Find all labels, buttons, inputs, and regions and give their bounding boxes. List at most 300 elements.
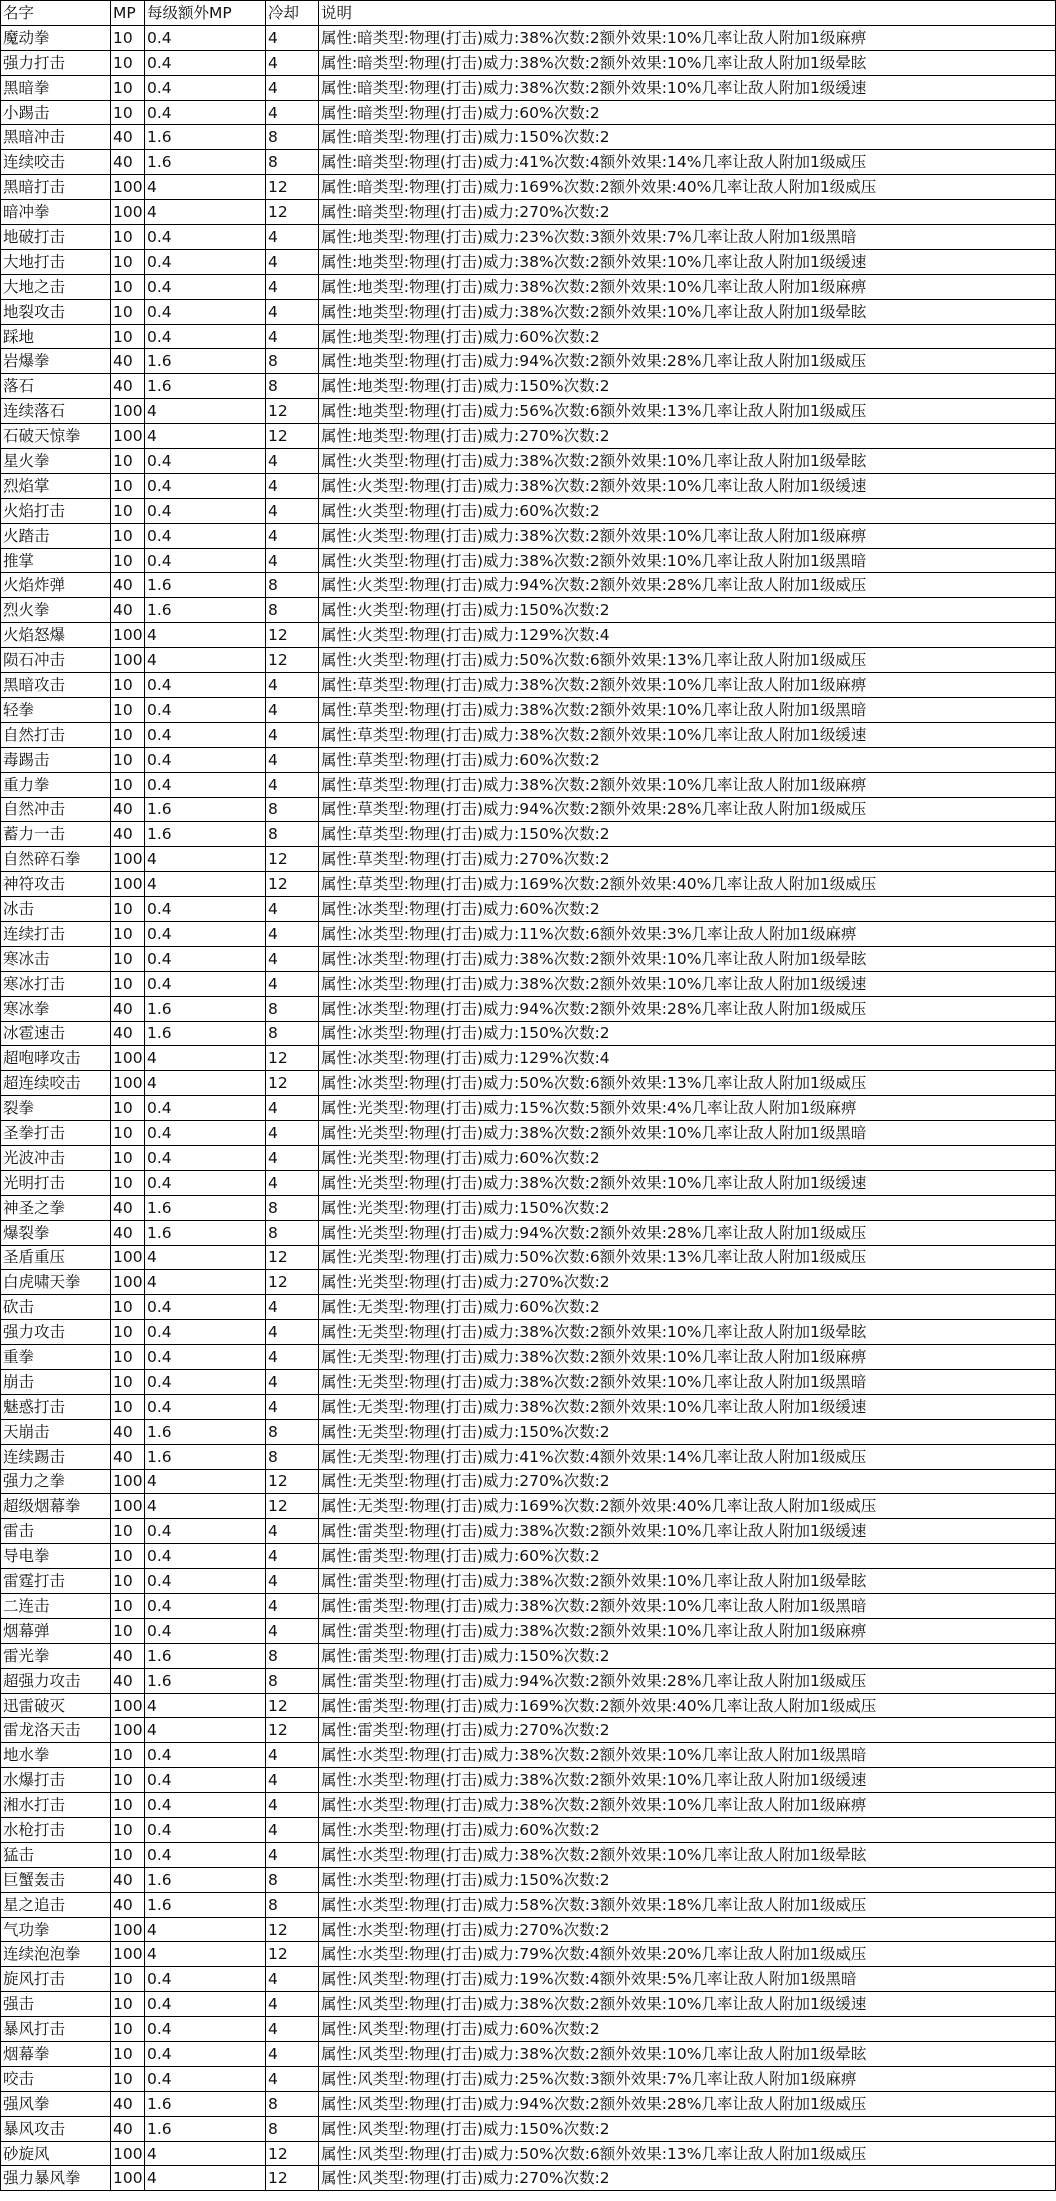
cell-mp: 40 bbox=[111, 1195, 145, 1220]
cell-description: 属性:风类型:物理(打击)威力:25%次数:3额外效果:7%几率让敌人附加1级麻痹 bbox=[319, 2066, 1056, 2091]
cell-mp: 40 bbox=[111, 374, 145, 399]
table-row bbox=[1, 200, 1056, 225]
table-row bbox=[1, 1544, 1056, 1569]
cell-cooldown: 4 bbox=[266, 921, 319, 946]
cell-name: 烟幕拳 bbox=[1, 2042, 111, 2067]
cell-mp: 100 bbox=[111, 1494, 145, 1519]
cell-description: 属性:光类型:物理(打击)威力:270%次数:2 bbox=[319, 1270, 1056, 1295]
cell-cooldown: 4 bbox=[266, 1992, 319, 2017]
cell-cooldown: 4 bbox=[266, 523, 319, 548]
cell-extra-mp: 0.4 bbox=[145, 1544, 266, 1569]
cell-mp: 10 bbox=[111, 747, 145, 772]
cell-description: 属性:水类型:物理(打击)威力:38%次数:2额外效果:10%几率让敌人附加1级晕眩 bbox=[319, 1842, 1056, 1867]
header-extra-mp: 每级额外MP bbox=[145, 1, 266, 26]
cell-description: 属性:水类型:物理(打击)威力:38%次数:2额外效果:10%几率让敌人附加1级麻痹 bbox=[319, 1793, 1056, 1818]
cell-description: 属性:火类型:物理(打击)威力:60%次数:2 bbox=[319, 498, 1056, 523]
cell-cooldown: 4 bbox=[266, 473, 319, 498]
cell-description: 属性:光类型:物理(打击)威力:38%次数:2额外效果:10%几率让敌人附加1级缓速 bbox=[319, 1170, 1056, 1195]
cell-cooldown: 8 bbox=[266, 1419, 319, 1444]
cell-cooldown: 12 bbox=[266, 2166, 319, 2191]
table-row bbox=[1, 921, 1056, 946]
cell-extra-mp: 0.4 bbox=[145, 1594, 266, 1619]
cell-extra-mp: 0.4 bbox=[145, 1618, 266, 1643]
cell-description: 属性:地类型:物理(打击)威力:38%次数:2额外效果:10%几率让敌人附加1级麻痹 bbox=[319, 274, 1056, 299]
cell-cooldown: 12 bbox=[266, 1245, 319, 1270]
cell-mp: 100 bbox=[111, 1718, 145, 1743]
table-row bbox=[1, 548, 1056, 573]
cell-mp: 100 bbox=[111, 200, 145, 225]
cell-cooldown: 8 bbox=[266, 1643, 319, 1668]
cell-name: 雷光拳 bbox=[1, 1643, 111, 1668]
table-row bbox=[1, 1021, 1056, 1046]
cell-name: 白虎啸天拳 bbox=[1, 1270, 111, 1295]
cell-name: 岩爆拳 bbox=[1, 349, 111, 374]
cell-description: 属性:地类型:物理(打击)威力:150%次数:2 bbox=[319, 374, 1056, 399]
cell-extra-mp: 1.6 bbox=[145, 1021, 266, 1046]
cell-extra-mp: 0.4 bbox=[145, 2066, 266, 2091]
cell-mp: 100 bbox=[111, 1693, 145, 1718]
cell-mp: 40 bbox=[111, 349, 145, 374]
cell-description: 属性:风类型:物理(打击)威力:150%次数:2 bbox=[319, 2116, 1056, 2141]
table-row bbox=[1, 424, 1056, 449]
cell-name: 砍击 bbox=[1, 1295, 111, 1320]
cell-cooldown: 8 bbox=[266, 797, 319, 822]
cell-extra-mp: 0.4 bbox=[145, 449, 266, 474]
cell-cooldown: 12 bbox=[266, 1494, 319, 1519]
cell-name: 蓄力一击 bbox=[1, 822, 111, 847]
cell-mp: 10 bbox=[111, 25, 145, 50]
cell-cooldown: 8 bbox=[266, 125, 319, 150]
cell-description: 属性:暗类型:物理(打击)威力:41%次数:4额外效果:14%几率让敌人附加1级威压 bbox=[319, 150, 1056, 175]
cell-name: 冰击 bbox=[1, 897, 111, 922]
table-row bbox=[1, 150, 1056, 175]
cell-description: 属性:草类型:物理(打击)威力:38%次数:2额外效果:10%几率让敌人附加1级黑暗 bbox=[319, 697, 1056, 722]
table-row bbox=[1, 274, 1056, 299]
cell-mp: 10 bbox=[111, 2066, 145, 2091]
cell-name: 寒冰击 bbox=[1, 946, 111, 971]
cell-mp: 40 bbox=[111, 573, 145, 598]
cell-extra-mp: 1.6 bbox=[145, 1220, 266, 1245]
table-row bbox=[1, 573, 1056, 598]
cell-name: 强力之拳 bbox=[1, 1469, 111, 1494]
cell-extra-mp: 0.4 bbox=[145, 1121, 266, 1146]
cell-cooldown: 4 bbox=[266, 498, 319, 523]
cell-cooldown: 12 bbox=[266, 200, 319, 225]
cell-mp: 100 bbox=[111, 424, 145, 449]
cell-mp: 100 bbox=[111, 1942, 145, 1967]
cell-extra-mp: 0.4 bbox=[145, 1096, 266, 1121]
cell-description: 属性:无类型:物理(打击)威力:38%次数:2额外效果:10%几率让敌人附加1级黑暗 bbox=[319, 1369, 1056, 1394]
cell-description: 属性:风类型:物理(打击)威力:60%次数:2 bbox=[319, 2017, 1056, 2042]
cell-cooldown: 12 bbox=[266, 1718, 319, 1743]
cell-name: 连续打击 bbox=[1, 921, 111, 946]
cell-extra-mp: 0.4 bbox=[145, 1967, 266, 1992]
table-row bbox=[1, 1220, 1056, 1245]
cell-cooldown: 8 bbox=[266, 822, 319, 847]
cell-name: 火焰打击 bbox=[1, 498, 111, 523]
table-row bbox=[1, 1768, 1056, 1793]
cell-mp: 100 bbox=[111, 872, 145, 897]
cell-mp: 40 bbox=[111, 1220, 145, 1245]
cell-extra-mp: 0.4 bbox=[145, 1394, 266, 1419]
table-row bbox=[1, 498, 1056, 523]
cell-mp: 10 bbox=[111, 1992, 145, 2017]
cell-cooldown: 4 bbox=[266, 2066, 319, 2091]
table-row bbox=[1, 1867, 1056, 1892]
cell-cooldown: 4 bbox=[266, 1544, 319, 1569]
table-row bbox=[1, 2017, 1056, 2042]
table-row bbox=[1, 473, 1056, 498]
cell-description: 属性:水类型:物理(打击)威力:270%次数:2 bbox=[319, 1917, 1056, 1942]
cell-name: 雷击 bbox=[1, 1519, 111, 1544]
cell-description: 属性:暗类型:物理(打击)威力:38%次数:2额外效果:10%几率让敌人附加1级缓速 bbox=[319, 75, 1056, 100]
cell-mp: 100 bbox=[111, 623, 145, 648]
cell-name: 暴风打击 bbox=[1, 2017, 111, 2042]
cell-cooldown: 8 bbox=[266, 598, 319, 623]
cell-extra-mp: 4 bbox=[145, 648, 266, 673]
cell-cooldown: 8 bbox=[266, 1021, 319, 1046]
cell-cooldown: 12 bbox=[266, 1071, 319, 1096]
cell-extra-mp: 0.4 bbox=[145, 473, 266, 498]
cell-extra-mp: 0.4 bbox=[145, 772, 266, 797]
cell-mp: 40 bbox=[111, 150, 145, 175]
cell-name: 迅雷破灭 bbox=[1, 1693, 111, 1718]
cell-mp: 10 bbox=[111, 673, 145, 698]
cell-extra-mp: 1.6 bbox=[145, 822, 266, 847]
cell-description: 属性:地类型:物理(打击)威力:94%次数:2额外效果:28%几率让敌人附加1级威压 bbox=[319, 349, 1056, 374]
cell-extra-mp: 0.4 bbox=[145, 897, 266, 922]
cell-extra-mp: 4 bbox=[145, 1245, 266, 1270]
cell-mp: 100 bbox=[111, 175, 145, 200]
cell-description: 属性:风类型:物理(打击)威力:94%次数:2额外效果:28%几率让敌人附加1级威压 bbox=[319, 2091, 1056, 2116]
cell-name: 崩击 bbox=[1, 1369, 111, 1394]
cell-description: 属性:草类型:物理(打击)威力:60%次数:2 bbox=[319, 747, 1056, 772]
cell-description: 属性:火类型:物理(打击)威力:50%次数:6额外效果:13%几率让敌人附加1级威压 bbox=[319, 648, 1056, 673]
table-row bbox=[1, 1917, 1056, 1942]
cell-cooldown: 4 bbox=[266, 2042, 319, 2067]
cell-extra-mp: 0.4 bbox=[145, 921, 266, 946]
cell-cooldown: 4 bbox=[266, 1618, 319, 1643]
cell-cooldown: 4 bbox=[266, 249, 319, 274]
table-row bbox=[1, 1145, 1056, 1170]
cell-name: 地水拳 bbox=[1, 1743, 111, 1768]
cell-mp: 10 bbox=[111, 921, 145, 946]
table-row bbox=[1, 1071, 1056, 1096]
cell-extra-mp: 0.4 bbox=[145, 1369, 266, 1394]
cell-mp: 10 bbox=[111, 2042, 145, 2067]
cell-mp: 10 bbox=[111, 1768, 145, 1793]
cell-name: 黑暗冲击 bbox=[1, 125, 111, 150]
cell-mp: 10 bbox=[111, 1818, 145, 1843]
cell-name: 冰雹速击 bbox=[1, 1021, 111, 1046]
table-row bbox=[1, 1295, 1056, 1320]
cell-cooldown: 12 bbox=[266, 1693, 319, 1718]
cell-description: 属性:冰类型:物理(打击)威力:150%次数:2 bbox=[319, 1021, 1056, 1046]
cell-extra-mp: 0.4 bbox=[145, 100, 266, 125]
cell-description: 属性:雷类型:物理(打击)威力:150%次数:2 bbox=[319, 1643, 1056, 1668]
cell-name: 寒冰打击 bbox=[1, 971, 111, 996]
cell-extra-mp: 0.4 bbox=[145, 1145, 266, 1170]
cell-mp: 40 bbox=[111, 797, 145, 822]
table-row bbox=[1, 1718, 1056, 1743]
cell-description: 属性:地类型:物理(打击)威力:56%次数:6额外效果:13%几率让敌人附加1级威压 bbox=[319, 399, 1056, 424]
cell-extra-mp: 1.6 bbox=[145, 1668, 266, 1693]
cell-extra-mp: 1.6 bbox=[145, 598, 266, 623]
cell-mp: 10 bbox=[111, 324, 145, 349]
cell-name: 大地之击 bbox=[1, 274, 111, 299]
cell-description: 属性:雷类型:物理(打击)威力:270%次数:2 bbox=[319, 1718, 1056, 1743]
cell-extra-mp: 4 bbox=[145, 1270, 266, 1295]
table-row bbox=[1, 697, 1056, 722]
cell-cooldown: 8 bbox=[266, 573, 319, 598]
cell-cooldown: 4 bbox=[266, 75, 319, 100]
cell-cooldown: 8 bbox=[266, 2116, 319, 2141]
cell-extra-mp: 0.4 bbox=[145, 971, 266, 996]
table-row bbox=[1, 1195, 1056, 1220]
table-row bbox=[1, 722, 1056, 747]
cell-extra-mp: 1.6 bbox=[145, 573, 266, 598]
cell-mp: 100 bbox=[111, 1245, 145, 1270]
cell-extra-mp: 0.4 bbox=[145, 1170, 266, 1195]
table-row bbox=[1, 897, 1056, 922]
cell-extra-mp: 4 bbox=[145, 2166, 266, 2191]
table-row bbox=[1, 1842, 1056, 1867]
cell-cooldown: 4 bbox=[266, 673, 319, 698]
cell-description: 属性:暗类型:物理(打击)威力:38%次数:2额外效果:10%几率让敌人附加1级麻痹 bbox=[319, 25, 1056, 50]
cell-name: 光明打击 bbox=[1, 1170, 111, 1195]
cell-name: 超强力攻击 bbox=[1, 1668, 111, 1693]
cell-mp: 40 bbox=[111, 1444, 145, 1469]
cell-name: 裂拳 bbox=[1, 1096, 111, 1121]
table-row bbox=[1, 1444, 1056, 1469]
cell-mp: 10 bbox=[111, 249, 145, 274]
cell-description: 属性:火类型:物理(打击)威力:38%次数:2额外效果:10%几率让敌人附加1级晕眩 bbox=[319, 449, 1056, 474]
cell-mp: 10 bbox=[111, 1145, 145, 1170]
cell-extra-mp: 0.4 bbox=[145, 25, 266, 50]
cell-mp: 40 bbox=[111, 2116, 145, 2141]
cell-mp: 10 bbox=[111, 1295, 145, 1320]
cell-cooldown: 4 bbox=[266, 1145, 319, 1170]
cell-extra-mp: 1.6 bbox=[145, 996, 266, 1021]
cell-description: 属性:暗类型:物理(打击)威力:169%次数:2额外效果:40%几率让敌人附加1级威压 bbox=[319, 175, 1056, 200]
cell-cooldown: 4 bbox=[266, 1519, 319, 1544]
cell-description: 属性:地类型:物理(打击)威力:270%次数:2 bbox=[319, 424, 1056, 449]
cell-description: 属性:无类型:物理(打击)威力:60%次数:2 bbox=[319, 1295, 1056, 1320]
cell-cooldown: 8 bbox=[266, 996, 319, 1021]
table-row bbox=[1, 1643, 1056, 1668]
table-row bbox=[1, 449, 1056, 474]
cell-name: 强力攻击 bbox=[1, 1320, 111, 1345]
cell-cooldown: 12 bbox=[266, 623, 319, 648]
table-row bbox=[1, 747, 1056, 772]
table-row bbox=[1, 2166, 1056, 2191]
cell-description: 属性:冰类型:物理(打击)威力:38%次数:2额外效果:10%几率让敌人附加1级晕眩 bbox=[319, 946, 1056, 971]
cell-extra-mp: 0.4 bbox=[145, 498, 266, 523]
cell-mp: 10 bbox=[111, 1569, 145, 1594]
table-row bbox=[1, 1419, 1056, 1444]
cell-cooldown: 4 bbox=[266, 1170, 319, 1195]
cell-mp: 10 bbox=[111, 1618, 145, 1643]
table-row bbox=[1, 1320, 1056, 1345]
cell-name: 连续踢击 bbox=[1, 1444, 111, 1469]
table-row bbox=[1, 996, 1056, 1021]
cell-description: 属性:火类型:物理(打击)威力:94%次数:2额外效果:28%几率让敌人附加1级威压 bbox=[319, 573, 1056, 598]
cell-description: 属性:火类型:物理(打击)威力:150%次数:2 bbox=[319, 598, 1056, 623]
table-row bbox=[1, 1594, 1056, 1619]
cell-cooldown: 4 bbox=[266, 971, 319, 996]
cell-cooldown: 12 bbox=[266, 648, 319, 673]
header-mp: MP bbox=[111, 1, 145, 26]
cell-name: 烈火拳 bbox=[1, 598, 111, 623]
table-row bbox=[1, 299, 1056, 324]
table-row bbox=[1, 1818, 1056, 1843]
cell-mp: 10 bbox=[111, 548, 145, 573]
cell-description: 属性:水类型:物理(打击)威力:58%次数:3额外效果:18%几率让敌人附加1级威压 bbox=[319, 1892, 1056, 1917]
cell-mp: 100 bbox=[111, 399, 145, 424]
cell-description: 属性:雷类型:物理(打击)威力:38%次数:2额外效果:10%几率让敌人附加1级麻痹 bbox=[319, 1618, 1056, 1643]
table-row bbox=[1, 100, 1056, 125]
cell-extra-mp: 1.6 bbox=[145, 1867, 266, 1892]
cell-cooldown: 8 bbox=[266, 2091, 319, 2116]
cell-extra-mp: 4 bbox=[145, 424, 266, 449]
table-row bbox=[1, 1270, 1056, 1295]
table-row bbox=[1, 75, 1056, 100]
table-row bbox=[1, 1170, 1056, 1195]
table-row bbox=[1, 1469, 1056, 1494]
table-row bbox=[1, 1046, 1056, 1071]
cell-description: 属性:地类型:物理(打击)威力:38%次数:2额外效果:10%几率让敌人附加1级缓速 bbox=[319, 249, 1056, 274]
cell-mp: 10 bbox=[111, 1394, 145, 1419]
cell-mp: 10 bbox=[111, 1121, 145, 1146]
cell-cooldown: 4 bbox=[266, 324, 319, 349]
cell-name: 地裂攻击 bbox=[1, 299, 111, 324]
cell-extra-mp: 0.4 bbox=[145, 722, 266, 747]
table-row bbox=[1, 25, 1056, 50]
cell-cooldown: 12 bbox=[266, 872, 319, 897]
cell-cooldown: 4 bbox=[266, 2017, 319, 2042]
cell-cooldown: 4 bbox=[266, 1369, 319, 1394]
table-row bbox=[1, 872, 1056, 897]
cell-name: 烈焰掌 bbox=[1, 473, 111, 498]
cell-mp: 100 bbox=[111, 1469, 145, 1494]
cell-name: 强力打击 bbox=[1, 50, 111, 75]
cell-description: 属性:无类型:物理(打击)威力:38%次数:2额外效果:10%几率让敌人附加1级缓速 bbox=[319, 1394, 1056, 1419]
cell-description: 属性:水类型:物理(打击)威力:60%次数:2 bbox=[319, 1818, 1056, 1843]
table-row bbox=[1, 648, 1056, 673]
cell-mp: 40 bbox=[111, 1021, 145, 1046]
cell-description: 属性:草类型:物理(打击)威力:38%次数:2额外效果:10%几率让敌人附加1级麻痹 bbox=[319, 673, 1056, 698]
cell-mp: 10 bbox=[111, 449, 145, 474]
cell-name: 导电拳 bbox=[1, 1544, 111, 1569]
table-row bbox=[1, 324, 1056, 349]
cell-extra-mp: 4 bbox=[145, 1494, 266, 1519]
cell-cooldown: 4 bbox=[266, 1967, 319, 1992]
cell-mp: 10 bbox=[111, 971, 145, 996]
cell-mp: 100 bbox=[111, 1917, 145, 1942]
cell-name: 魔动拳 bbox=[1, 25, 111, 50]
cell-extra-mp: 4 bbox=[145, 1469, 266, 1494]
cell-mp: 10 bbox=[111, 1842, 145, 1867]
table-row bbox=[1, 673, 1056, 698]
cell-name: 雷龙洛天击 bbox=[1, 1718, 111, 1743]
cell-description: 属性:冰类型:物理(打击)威力:38%次数:2额外效果:10%几率让敌人附加1级缓速 bbox=[319, 971, 1056, 996]
cell-description: 属性:水类型:物理(打击)威力:79%次数:4额外效果:20%几率让敌人附加1级威压 bbox=[319, 1942, 1056, 1967]
cell-mp: 40 bbox=[111, 2091, 145, 2116]
cell-name: 爆裂拳 bbox=[1, 1220, 111, 1245]
cell-name: 强力暴风拳 bbox=[1, 2166, 111, 2191]
cell-cooldown: 8 bbox=[266, 349, 319, 374]
cell-extra-mp: 0.4 bbox=[145, 324, 266, 349]
cell-name: 强风拳 bbox=[1, 2091, 111, 2116]
cell-description: 属性:雷类型:物理(打击)威力:38%次数:2额外效果:10%几率让敌人附加1级缓速 bbox=[319, 1519, 1056, 1544]
table-row bbox=[1, 1569, 1056, 1594]
table-row bbox=[1, 1494, 1056, 1519]
table-row bbox=[1, 175, 1056, 200]
cell-cooldown: 4 bbox=[266, 1793, 319, 1818]
cell-extra-mp: 0.4 bbox=[145, 1842, 266, 1867]
cell-cooldown: 4 bbox=[266, 1394, 319, 1419]
table-row bbox=[1, 1967, 1056, 1992]
cell-description: 属性:无类型:物理(打击)威力:169%次数:2额外效果:40%几率让敌人附加1级威压 bbox=[319, 1494, 1056, 1519]
cell-extra-mp: 4 bbox=[145, 399, 266, 424]
table-row bbox=[1, 1394, 1056, 1419]
cell-extra-mp: 4 bbox=[145, 200, 266, 225]
cell-extra-mp: 1.6 bbox=[145, 125, 266, 150]
cell-extra-mp: 4 bbox=[145, 1718, 266, 1743]
cell-description: 属性:冰类型:物理(打击)威力:11%次数:6额外效果:3%几率让敌人附加1级麻痹 bbox=[319, 921, 1056, 946]
cell-mp: 10 bbox=[111, 1170, 145, 1195]
cell-cooldown: 4 bbox=[266, 1320, 319, 1345]
cell-extra-mp: 1.6 bbox=[145, 1444, 266, 1469]
cell-cooldown: 4 bbox=[266, 697, 319, 722]
table-row bbox=[1, 374, 1056, 399]
cell-description: 属性:无类型:物理(打击)威力:150%次数:2 bbox=[319, 1419, 1056, 1444]
cell-cooldown: 4 bbox=[266, 274, 319, 299]
cell-cooldown: 12 bbox=[266, 1469, 319, 1494]
cell-extra-mp: 0.4 bbox=[145, 1743, 266, 1768]
table-row bbox=[1, 1693, 1056, 1718]
cell-mp: 100 bbox=[111, 648, 145, 673]
cell-name: 自然打击 bbox=[1, 722, 111, 747]
table-row bbox=[1, 1618, 1056, 1643]
cell-mp: 10 bbox=[111, 722, 145, 747]
cell-name: 毒踢击 bbox=[1, 747, 111, 772]
cell-mp: 10 bbox=[111, 498, 145, 523]
cell-cooldown: 12 bbox=[266, 1942, 319, 1967]
cell-description: 属性:草类型:物理(打击)威力:150%次数:2 bbox=[319, 822, 1056, 847]
cell-name: 地破打击 bbox=[1, 225, 111, 250]
cell-name: 火焰怒爆 bbox=[1, 623, 111, 648]
cell-name: 连续落石 bbox=[1, 399, 111, 424]
cell-description: 属性:雷类型:物理(打击)威力:60%次数:2 bbox=[319, 1544, 1056, 1569]
table-row bbox=[1, 349, 1056, 374]
cell-extra-mp: 0.4 bbox=[145, 1992, 266, 2017]
cell-mp: 10 bbox=[111, 897, 145, 922]
cell-mp: 10 bbox=[111, 1320, 145, 1345]
table-row bbox=[1, 971, 1056, 996]
cell-extra-mp: 0.4 bbox=[145, 673, 266, 698]
table-row bbox=[1, 1096, 1056, 1121]
cell-cooldown: 8 bbox=[266, 150, 319, 175]
table-row bbox=[1, 225, 1056, 250]
table-row bbox=[1, 1345, 1056, 1370]
cell-extra-mp: 1.6 bbox=[145, 150, 266, 175]
cell-name: 陨石冲击 bbox=[1, 648, 111, 673]
cell-extra-mp: 0.4 bbox=[145, 1345, 266, 1370]
cell-name: 雷霆打击 bbox=[1, 1569, 111, 1594]
cell-mp: 100 bbox=[111, 1046, 145, 1071]
cell-name: 巨蟹轰击 bbox=[1, 1867, 111, 1892]
